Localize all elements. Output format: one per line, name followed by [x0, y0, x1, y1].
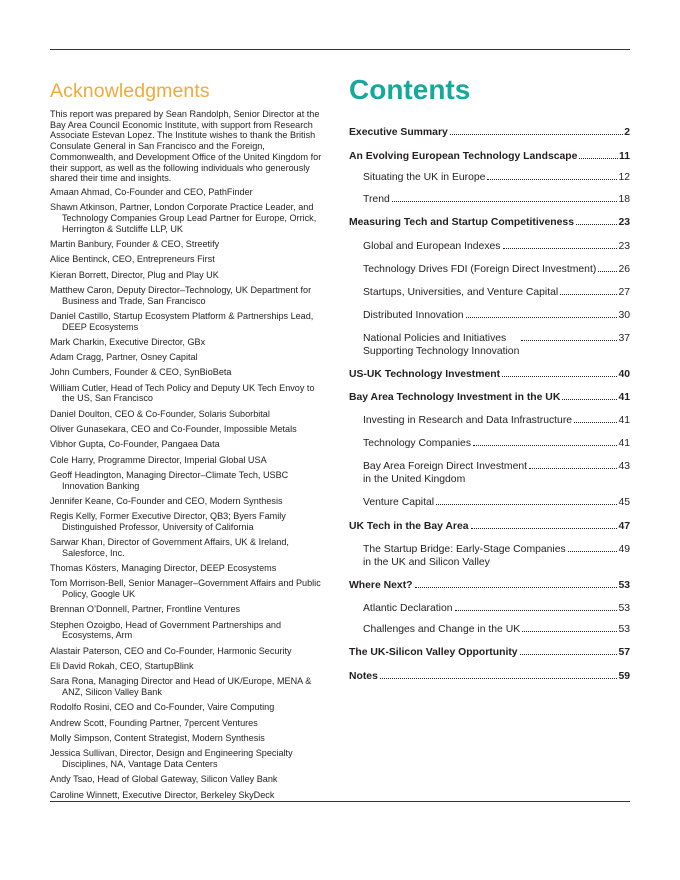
toc-entry-title: Where Next? [349, 580, 413, 591]
toc-page-number: 45 [618, 497, 630, 508]
acknowledgment-item: Sara Rona, Managing Director and Head of UK/Europe, MENA & ANZ, Silicon Valley Bank [50, 676, 312, 698]
toc-entry-title: Startups, Universities, and Venture Capital [363, 287, 559, 298]
toc-dot-leader [521, 340, 617, 341]
acknowledgment-item: Regis Kelly, Former Executive Director, QB3; Byers Family Distinguished Professor, University of California [50, 511, 286, 532]
acknowledgment-item: Jennifer Keane, Co-Founder and CEO, Modern Synthesis [50, 495, 283, 506]
toc-entry[interactable] [349, 193, 630, 206]
toc-entry-title: Bay Area Technology Investment in the UK [349, 392, 561, 403]
toc-dot-leader [436, 504, 617, 505]
toc-page-number: 26 [618, 264, 630, 275]
toc-page-number: 11 [619, 151, 630, 162]
toc-dot-leader [392, 201, 618, 202]
acknowledgment-item: Molly Simpson, Content Strategist, Modern Synthesis [50, 732, 265, 743]
toc-dot-leader [529, 468, 617, 469]
toc-page-number: 49 [618, 544, 630, 555]
acknowledgment-item: Cole Harry, Programme Director, Imperial Global USA [50, 454, 267, 465]
toc-entry[interactable] [349, 171, 630, 184]
table-of-contents [349, 126, 630, 683]
toc-entry-title: Situating the UK in Europe [363, 172, 486, 183]
contents-section [349, 74, 630, 682]
acknowledgments-list [50, 187, 326, 800]
toc-page-number: 27 [618, 287, 630, 298]
toc-entry-title: Technology Companies [363, 438, 472, 449]
toc-page-number: 43 [618, 461, 630, 472]
toc-dot-leader [579, 158, 618, 159]
toc-entry[interactable] [349, 216, 630, 229]
toc-entry-title: Bay Area Foreign Direct Investment in the United Kingdom [363, 461, 528, 485]
toc-entry-title: Global and European Indexes [363, 241, 501, 252]
toc-page-number: 53 [618, 624, 630, 635]
toc-entry[interactable] [349, 623, 630, 636]
acknowledgment-item: Adam Cragg, Partner, Osney Capital [50, 352, 198, 363]
acknowledgment-item: Vibhor Gupta, Co-Founder, Pangaea Data [50, 439, 220, 450]
toc-dot-leader [576, 224, 617, 225]
toc-entry-title: The UK-Silicon Valley Opportunity [349, 647, 518, 658]
acknowledgment-item: Jessica Sullivan, Director, Design and Engineering Specialty Disciplines, NA, Vantage Data Centers [50, 748, 293, 769]
acknowledgment-item: Alastair Paterson, CEO and Co-Founder, Harmonic Security [50, 645, 292, 656]
toc-entry[interactable] [349, 286, 630, 299]
toc-page-number: 12 [618, 172, 630, 183]
toc-entry[interactable] [349, 240, 630, 253]
toc-dot-leader [502, 376, 617, 377]
toc-page-number: 57 [618, 647, 630, 658]
acknowledgment-item: Daniel Doulton, CEO & Co-Founder, Solaris Suborbital [50, 408, 270, 419]
toc-entry[interactable] [349, 579, 630, 592]
toc-page-number: 2 [624, 127, 630, 138]
toc-entry[interactable] [349, 309, 630, 322]
acknowledgment-item: Alice Bentinck, CEO, Entrepreneurs First [50, 254, 215, 265]
toc-page-number: 23 [618, 217, 630, 228]
acknowledgment-item: Daniel Castillo, Startup Ecosystem Platform & Partnerships Lead, DEEP Ecosystems [50, 310, 314, 332]
acknowledgment-item: Martin Banbury, Founder & CEO, Streetify [50, 238, 220, 249]
toc-entry[interactable] [349, 602, 630, 615]
contents-title: Contents [349, 74, 471, 105]
toc-entry-title: Venture Capital [363, 497, 435, 508]
toc-entry-title: Trend [363, 194, 390, 205]
acknowledgment-item: Amaan Ahmad, Co-Founder and CEO, PathFinder [50, 186, 253, 197]
toc-page-number: 47 [618, 521, 630, 532]
toc-entry[interactable] [349, 460, 630, 486]
toc-entry-title: Executive Summary [349, 127, 448, 138]
toc-dot-leader [562, 399, 617, 400]
acknowledgment-item: Matthew Caron, Deputy Director–Technology, UK Department for Business and Trade, San Francisco [50, 284, 312, 306]
toc-entry[interactable] [349, 543, 630, 569]
toc-entry[interactable] [349, 670, 630, 683]
acknowledgment-item: John Cumbers, Founder & CEO, SynBioBeta [50, 367, 232, 378]
toc-entry-title: Investing in Research and Data Infrastructure [363, 415, 573, 426]
acknowledgment-item: Rodolfo Rosini, CEO and Co-Founder, Vaire Computing [50, 702, 275, 713]
toc-dot-leader [473, 445, 617, 446]
acknowledgment-item: Brennan O’Donnell, Partner, Frontline Ventures [50, 604, 241, 615]
acknowledgments-title: Acknowledgments [50, 80, 210, 102]
toc-page-number: 41 [618, 415, 630, 426]
toc-entry[interactable] [349, 150, 630, 163]
toc-entry[interactable] [349, 391, 630, 404]
acknowledgment-item: Stephen Ozoigbo, Head of Government Partnerships and Ecosystems, Arm [50, 619, 282, 641]
acknowledgment-item: Thomas Kösters, Managing Director, DEEP Ecosystems [50, 563, 277, 574]
toc-dot-leader [466, 317, 618, 318]
acknowledgment-item: William Cutler, Head of Tech Policy and Deputy UK Tech Envoy to the US, San Francisco [50, 382, 315, 404]
toc-entry[interactable] [349, 332, 630, 358]
toc-dot-leader [450, 134, 623, 135]
toc-entry[interactable] [349, 496, 630, 509]
toc-page-number: 18 [618, 194, 630, 205]
toc-entry-title: Challenges and Change in the UK [363, 624, 521, 635]
toc-entry[interactable] [349, 437, 630, 450]
toc-entry[interactable] [349, 368, 630, 381]
toc-dot-leader [380, 678, 618, 679]
acknowledgment-item: Shawn Atkinson, Partner, London Corporate Practice Leader, and Technology Companies Group Lead Partner for Europe, Orrick, Herrington & Sutcliffe LLP, UK [50, 202, 317, 234]
toc-entry-title: UK Tech in the Bay Area [349, 521, 469, 532]
toc-entry[interactable] [349, 414, 630, 427]
acknowledgments-section [50, 80, 326, 805]
toc-page-number: 41 [618, 392, 630, 403]
toc-dot-leader [503, 248, 618, 249]
acknowledgment-item: Sarwar Khan, Director of Government Affairs, UK & Ireland, Salesforce, Inc. [50, 537, 289, 558]
toc-entry[interactable] [349, 126, 630, 139]
acknowledgment-item: Oliver Gunasekara, CEO and Co-Founder, Impossible Metals [50, 424, 297, 434]
toc-page-number: 23 [618, 241, 630, 252]
toc-entry-title: Technology Drives FDI (Foreign Direct Investment) [363, 264, 597, 275]
toc-dot-leader [520, 654, 618, 655]
acknowledgment-item: Eli David Rokah, CEO, StartupBlink [50, 661, 194, 672]
toc-page-number: 30 [618, 310, 630, 321]
toc-dot-leader [598, 271, 617, 272]
toc-dot-leader [568, 551, 618, 552]
toc-dot-leader [455, 610, 618, 611]
acknowledgment-item: Geoff Headington, Managing Director–Climate Tech, USBC Innovation Banking [50, 469, 289, 491]
toc-entry-title: Notes [349, 671, 378, 682]
toc-entry-title: Distributed Innovation [363, 310, 464, 321]
toc-page-number: 53 [618, 603, 630, 614]
toc-entry-title: An Evolving European Technology Landscape [349, 151, 578, 162]
toc-dot-leader [574, 422, 617, 423]
toc-entry[interactable] [349, 646, 630, 659]
toc-page-number: 59 [618, 671, 630, 682]
acknowledgment-item: Kieran Borrett, Director, Plug and Play UK [50, 269, 219, 280]
toc-entry-title: The Startup Bridge: Early-Stage Companies in the UK and Silicon Valley [363, 544, 566, 568]
bottom-divider [50, 801, 630, 802]
toc-dot-leader [487, 179, 617, 180]
acknowledgment-item: Tom Morrison-Bell, Senior Manager–Government Affairs and Public Policy, Google UK [50, 578, 321, 600]
toc-dot-leader [560, 294, 617, 295]
toc-entry-title: National Policies and Initiatives Supporting Technology Innovation [363, 333, 520, 357]
acknowledgment-item: Mark Charkin, Executive Director, GBx [50, 336, 206, 347]
toc-entry-title: Atlantic Declaration [363, 603, 453, 614]
toc-entry-title: US-UK Technology Investment [349, 369, 501, 380]
toc-entry-title: Measuring Tech and Startup Competitiveness [349, 217, 574, 228]
acknowledgment-item: Andrew Scott, Founding Partner, 7percent Ventures [50, 717, 258, 728]
toc-dot-leader [522, 631, 617, 632]
acknowledgment-item: Andy Tsao, Head of Global Gateway, Silicon Valley Bank [50, 774, 278, 785]
toc-entry[interactable] [349, 263, 630, 276]
top-divider [50, 49, 630, 50]
acknowledgments-intro: This report was prepared by Sean Randolph, Senior Director at the Bay Area Council Economic Institute, with support from Research Associate Estevan Lopez. The Institute wishes to thank the British Consulate General in San Francisco and the Foreign, Commonwealth, and Development Office of the United Kingdom for their support, as well as the following individuals who generously shared their time and insights. [50, 109, 322, 184]
toc-page-number: 53 [618, 580, 630, 591]
toc-page-number: 41 [618, 438, 630, 449]
toc-page-number: 40 [618, 369, 630, 380]
toc-dot-leader [415, 587, 618, 588]
toc-dot-leader [471, 528, 618, 529]
toc-entry[interactable] [349, 520, 630, 533]
toc-page-number: 37 [618, 333, 630, 344]
acknowledgment-item: Caroline Winnett, Executive Director, Berkeley SkyDeck [50, 789, 275, 800]
